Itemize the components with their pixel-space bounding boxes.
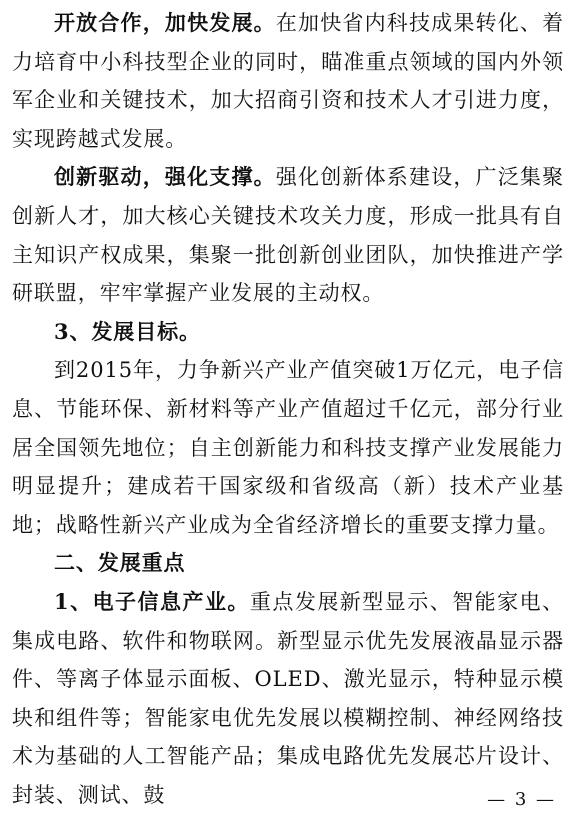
paragraph-body: 重点发展新型显示、智能家电、集成电路、软件和物联网。新型显示优先发展液晶显示器件、等离子体显示面板、OLED、激光显示，特种显示模块和组件等；智能家电优先发展以模糊控制、神经网络技术为基础的人工智能产品；集成电路优先发展芯片设计、封装、测试、鼓 — [12, 589, 564, 807]
paragraph-innovation-driven — [12, 158, 564, 312]
section-heading: 二、发展重点 — [54, 550, 186, 576]
paragraph-body: 强化创新体系建设，广泛集聚创新人才，加大核心关键技术攻关力度，形成一批具有自主知识产权成果，集聚一批创新创业团队，加快推进产学研联盟，牢牢掌握产业发展的主动权。 — [12, 165, 565, 306]
goal-paragraph: 到2015年，力争新兴产业产值突破1万亿元，电子信息、节能环保、新材料等产业产值超过千亿元，部分行业居全国领先地位；自主创新能力和科技支撑产业发展能力明显提升；建成若干国家级和省级高（新）技术产业基地；战略性新兴产业成为全省经济增长的重要支撑力量。 — [12, 358, 564, 537]
page-number: — 3 — — [487, 789, 556, 810]
goal-heading: 3、发展目标。 — [54, 318, 201, 344]
paragraph-lead: 1、电子信息产业。 — [54, 588, 250, 614]
paragraph-lead: 开放合作，加快发展。 — [54, 10, 276, 35]
paragraph-open-cooperation — [12, 4, 564, 158]
paragraph-lead: 创新驱动，强化支撑。 — [54, 164, 276, 190]
paragraph-electronic-info — [12, 583, 564, 815]
paragraph-body: 在加快省内科技成果转化、着力培育中小科技型企业的同时，瞄准重点领域的国内外领军企业和关键技术，加大招商引资和技术人才引进力度，实现跨越式发展。 — [12, 11, 565, 151]
